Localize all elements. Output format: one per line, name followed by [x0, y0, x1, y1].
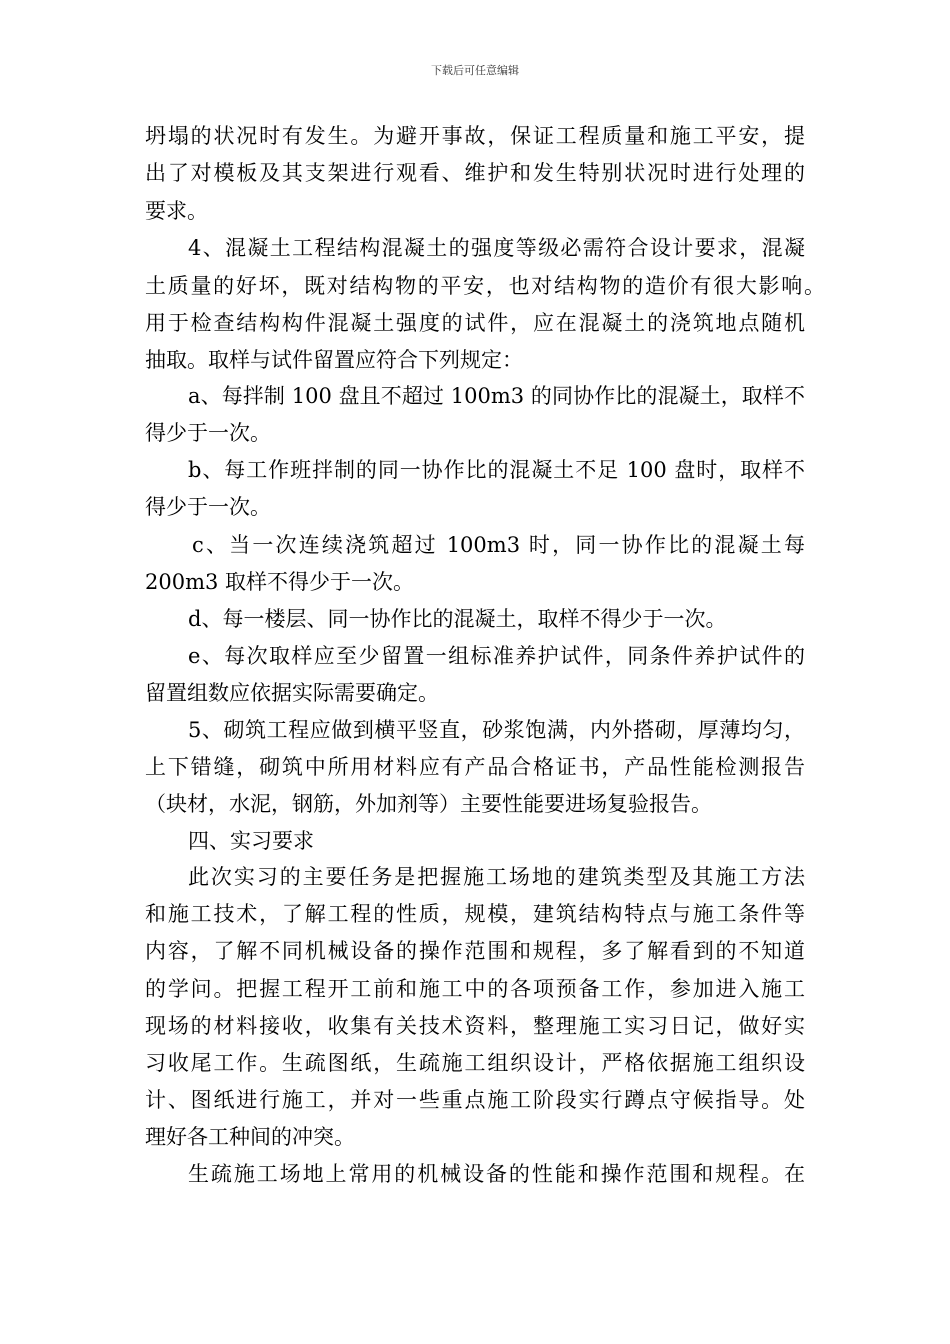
text-line: 此次实习的主要任务是把握施工场地的建筑类型及其施工方法: [188, 865, 805, 889]
text-line: c、当一次连续浇筑超过 100m3 时，同一协作比的混凝土每: [192, 533, 805, 557]
text-line: （块材，水泥，钢筋，外加剂等）主要性能要进场复验报告。: [145, 792, 712, 816]
text-line: 4、混凝土工程结构混凝土的强度等级必需符合设计要求，混凝: [188, 236, 805, 260]
text-line: 抽取。取样与试件留置应符合下列规定：: [145, 348, 523, 372]
text-line: 内容，了解不同机械设备的操作范围和规程，多了解看到的不知道: [145, 939, 805, 963]
text-line: e、每次取样应至少留置一组标准养护试件，同条件养护试件的: [188, 644, 805, 668]
text-line: 的学问。把握工程开工前和施工中的各项预备工作，参加进入施工: [145, 977, 805, 1001]
text-line: b、每工作班拌制的同一协作比的混凝土不足 100 盘时，取样不: [188, 458, 805, 482]
text-line: 现场的材料接收，收集有关技术资料，整理施工实习日记，做好实: [145, 1014, 805, 1038]
text-line: 习收尾工作。生疏图纸，生疏施工组织设计，严格依据施工组织设: [145, 1051, 805, 1075]
text-line: 200m3 取样不得少于一次。: [145, 570, 415, 594]
page-header: 下载后可任意编辑: [431, 64, 519, 77]
text-line: 5、砌筑工程应做到横平竖直，砂浆饱满，内外搭砌，厚薄均匀，: [188, 718, 805, 742]
text-line: 得少于一次。: [145, 421, 271, 445]
text-line: 要求。: [145, 199, 208, 223]
text-line: 理好各工种间的冲突。: [145, 1125, 355, 1149]
text-line: 得少于一次。: [145, 495, 271, 519]
section-heading: 四、实习要求: [188, 829, 314, 853]
text-line: 生疏施工场地上常用的机械设备的性能和操作范围和规程。在: [188, 1162, 805, 1186]
text-line: 计、图纸进行施工，并对一些重点施工阶段实行蹲点守候指导。处: [145, 1088, 805, 1112]
text-line: 留置组数应依据实际需要确定。: [145, 681, 439, 705]
text-line: 出了对模板及其支架进行观看、维护和发生特别状况时进行处理的: [145, 161, 805, 185]
text-line: 用于检查结构构件混凝土强度的试件，应在混凝土的浇筑地点随机: [145, 311, 805, 335]
text-line: 和施工技术，了解工程的性质，规模，建筑结构特点与施工条件等: [145, 902, 805, 926]
text-line: 土质量的好坏，既对结构物的平安，也对结构物的造价有很大影响。: [145, 274, 825, 298]
text-line: a、每拌制 100 盘且不超过 100m3 的同协作比的混凝土，取样不: [188, 384, 805, 408]
text-line: 上下错缝，砌筑中所用材料应有产品合格证书，产品性能检测报告: [145, 755, 805, 779]
text-line: 坍塌的状况时有发生。为避开事故，保证工程质量和施工平安，提: [145, 124, 805, 148]
text-line: d、每一楼层、同一协作比的混凝土，取样不得少于一次。: [188, 607, 727, 631]
